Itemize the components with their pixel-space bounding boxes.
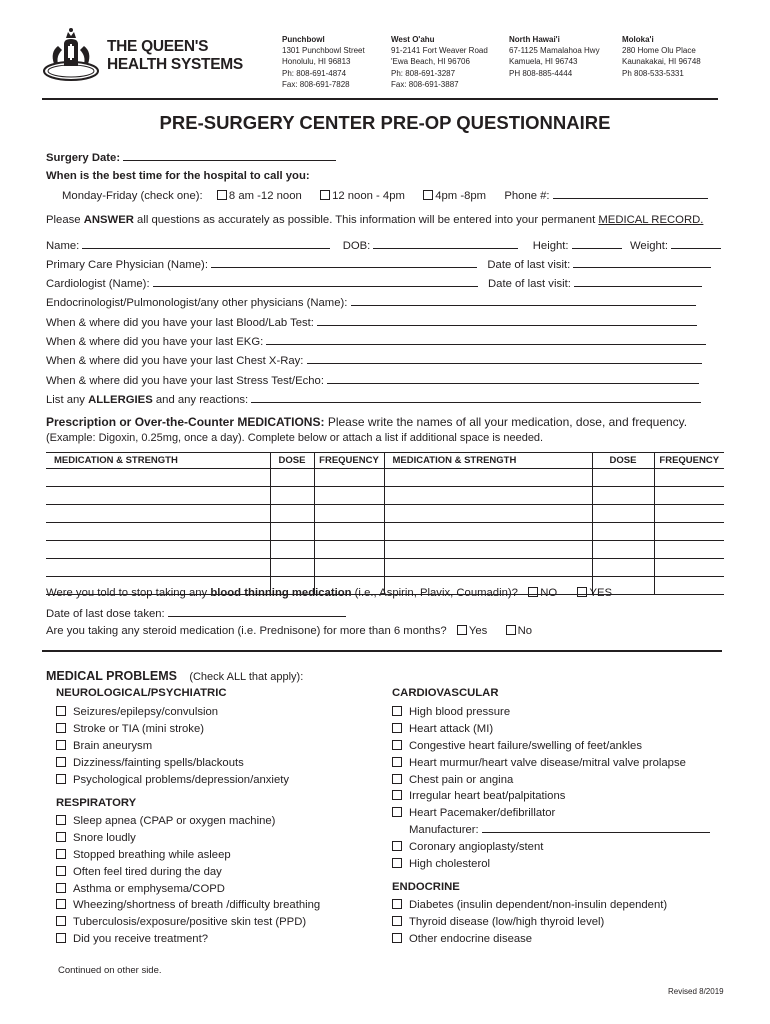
location-line: Kaunakakai, HI 96748 <box>622 57 701 67</box>
allergies-post: and any reactions: <box>155 394 249 406</box>
checkbox[interactable] <box>56 883 66 893</box>
xray-row <box>46 353 702 367</box>
option-label: 8 am -12 noon <box>228 190 302 202</box>
pcp-field[interactable] <box>211 257 477 268</box>
location-line: 91-2141 Fort Weaver Road <box>391 46 488 56</box>
surgery-date-row <box>46 150 336 164</box>
pcp-visit-field[interactable] <box>573 257 711 268</box>
checkbox[interactable] <box>392 841 402 851</box>
logo <box>40 26 255 84</box>
yes-label: YES <box>589 587 613 599</box>
table-cell[interactable] <box>270 487 314 505</box>
checkbox-blood-thinner-yes[interactable] <box>577 587 587 597</box>
endocrine-title: ENDOCRINE <box>392 881 460 893</box>
phone-field[interactable] <box>553 188 708 199</box>
location-line: Ph: 808-691-4874 <box>282 68 347 78</box>
allergies-pre: List any <box>46 394 85 406</box>
blood-thinner-row <box>46 587 612 599</box>
item-label: High cholesterol <box>409 858 491 871</box>
table-cell[interactable] <box>46 559 270 577</box>
checkbox[interactable] <box>56 849 66 859</box>
checkbox[interactable] <box>392 706 402 716</box>
table-cell[interactable] <box>592 505 654 523</box>
item-label: Heart attack (MI) <box>409 722 494 735</box>
cardiologist-row <box>46 276 702 290</box>
phone-label: Phone #: <box>504 190 550 202</box>
table-cell[interactable] <box>384 523 592 541</box>
table-cell[interactable] <box>654 541 724 559</box>
item-label: Did you receive treatment? <box>73 933 209 946</box>
table-cell[interactable] <box>384 541 592 559</box>
option-label: 4pm -8pm <box>435 190 487 202</box>
checkbox[interactable] <box>56 740 66 750</box>
cardiologist-label: Cardiologist (Name): <box>46 278 150 290</box>
item-label: Thyroid disease (low/high thyroid level) <box>409 915 605 928</box>
table-row <box>46 487 724 505</box>
pcp-label: Primary Care Physician (Name): <box>46 259 208 271</box>
checkbox[interactable] <box>392 858 402 868</box>
list-item <box>56 721 289 738</box>
height-field[interactable] <box>572 238 622 249</box>
table-cell[interactable] <box>314 559 384 577</box>
table-cell[interactable] <box>46 541 270 559</box>
table-cell[interactable] <box>314 469 384 487</box>
list-item <box>56 931 320 948</box>
steroid-question: Are you taking any steroid medication (i.e. Prednisone) for more than 6 months? <box>46 625 447 637</box>
height-label: Height: <box>532 240 569 252</box>
location-name: Moloka'i <box>622 35 654 44</box>
checkbox[interactable] <box>392 807 402 817</box>
instruction <box>46 214 703 226</box>
weight-label: Weight: <box>629 240 669 252</box>
item-label: Dizziness/fainting spells/blackouts <box>73 756 244 769</box>
last-dose-field[interactable] <box>168 606 346 617</box>
item-label: Heart Pacemaker/defibrillator <box>409 807 556 820</box>
table-cell[interactable] <box>592 469 654 487</box>
location-west-oahu <box>391 34 488 90</box>
list-item <box>392 738 710 755</box>
location-punchbowl <box>282 34 365 90</box>
table-row <box>46 469 724 487</box>
checkbox[interactable] <box>56 774 66 784</box>
checkbox-blood-thinner-no[interactable] <box>528 587 538 597</box>
manufacturer-label: Manufacturer: <box>409 824 479 837</box>
location-line: Honolulu, HI 96813 <box>282 57 351 67</box>
list-item <box>56 755 289 772</box>
yes-label: Yes <box>468 625 488 637</box>
respiratory-title: RESPIRATORY <box>56 797 137 809</box>
list-item <box>392 788 710 805</box>
endo-field[interactable] <box>351 295 696 306</box>
name-label: Name: <box>46 240 80 252</box>
table-cell[interactable] <box>314 523 384 541</box>
table-cell[interactable] <box>270 523 314 541</box>
stress-row <box>46 373 699 387</box>
list-item <box>56 772 289 789</box>
cardio-visit-label: Date of last visit: <box>488 278 571 290</box>
list-item <box>56 881 320 898</box>
endocrine-section <box>392 881 667 948</box>
logo-line-1: THE QUEEN'S <box>107 38 209 55</box>
blood-thinner-bold: blood thinning medication <box>210 587 352 599</box>
name-field[interactable] <box>82 238 330 249</box>
xray-field[interactable] <box>307 353 702 364</box>
item-label: Psychological problems/depression/anxiety <box>73 773 290 786</box>
table-row <box>46 505 724 523</box>
list-item <box>56 813 320 830</box>
table-cell[interactable] <box>384 469 592 487</box>
checkbox[interactable] <box>56 916 66 926</box>
stress-label: When & where did you have your last Stress Test/Echo: <box>46 375 324 387</box>
checkbox[interactable] <box>392 899 402 909</box>
table-cell[interactable] <box>46 487 270 505</box>
checkbox-steroid-no[interactable] <box>506 625 516 635</box>
pcp-visit-label: Date of last visit: <box>487 259 571 271</box>
item-label: Diabetes (insulin dependent/non-insulin dependent) <box>409 899 668 911</box>
allergies-row <box>46 392 701 406</box>
checkbox[interactable] <box>56 933 66 943</box>
table-cell[interactable] <box>270 541 314 559</box>
logo-line-2: HEALTH SYSTEMS <box>107 56 243 73</box>
blood-thinner-post: (i.e., Aspirin, Plavix, Coumadin)? <box>354 587 518 599</box>
ekg-field[interactable] <box>266 334 706 345</box>
table-cell[interactable] <box>384 559 592 577</box>
medications-heading-bold: Prescription or Over-the-Counter MEDICATIONS: <box>46 415 325 429</box>
no-label: No <box>517 625 533 637</box>
table-cell[interactable] <box>384 505 592 523</box>
table-cell[interactable] <box>592 523 654 541</box>
checkbox[interactable] <box>56 832 66 842</box>
table-cell[interactable] <box>592 541 654 559</box>
call-time-heading: When is the best time for the hospital to call you: <box>46 170 310 182</box>
location-line: 67-1125 Mamalahoa Hwy <box>509 46 600 56</box>
header-divider <box>42 98 718 100</box>
pcp-row <box>46 257 711 271</box>
ekg-label: When & where did you have your last EKG: <box>46 336 264 348</box>
location-line: Ph: 808-691-3287 <box>391 68 456 78</box>
call-time-row <box>62 188 708 202</box>
instruction-pre: Please <box>46 214 81 226</box>
cardio-visit-field[interactable] <box>574 276 702 287</box>
table-row <box>46 523 724 541</box>
list-item <box>56 738 289 755</box>
checkbox[interactable] <box>56 866 66 876</box>
list-item <box>392 931 667 948</box>
item-label: Chest pain or angina <box>409 773 514 786</box>
name-row <box>46 238 721 252</box>
item-label: Brain aneurysm <box>73 739 153 752</box>
location-line: Ph 808-533-5331 <box>622 68 684 78</box>
allergies-field[interactable] <box>251 392 701 403</box>
item-label: Tuberculosis/exposure/positive skin test (PPD) <box>73 916 307 929</box>
cardiovascular-title: CARDIOVASCULAR <box>392 687 499 699</box>
xray-label: When & where did you have your last Chest X-Ray: <box>46 355 304 367</box>
medications-heading <box>46 415 687 429</box>
location-name: Punchbowl <box>282 35 325 44</box>
item-label: Wheezing/shortness of breath /difficulty breathing <box>73 899 321 912</box>
list-item <box>56 897 320 914</box>
location-name: North Hawai'i <box>509 35 560 44</box>
checkbox[interactable] <box>56 899 66 909</box>
surgery-date-label: Surgery Date: <box>46 152 121 164</box>
revised-date: Revised 8/2019 <box>668 987 724 996</box>
instruction-underlined: MEDICAL RECORD. <box>598 214 704 226</box>
dob-label: DOB: <box>342 240 371 252</box>
item-label: Sleep apnea (CPAP or oxygen machine) <box>73 815 276 827</box>
list-item <box>56 864 320 881</box>
list-item <box>392 805 710 822</box>
item-label: Asthma or emphysema/COPD <box>73 882 225 895</box>
list-item <box>56 914 320 931</box>
manufacturer-field[interactable] <box>482 822 710 833</box>
checkbox[interactable] <box>56 815 66 825</box>
table-row <box>46 541 724 559</box>
surgery-date-field[interactable] <box>123 150 336 161</box>
instruction-bold: ANSWER <box>83 214 134 226</box>
checkbox[interactable] <box>392 790 402 800</box>
ekg-row <box>46 334 706 348</box>
checkbox-4pm-8pm[interactable] <box>423 190 433 200</box>
location-line: 'Ewa Beach, HI 96706 <box>391 57 470 67</box>
no-label: NO <box>540 587 558 599</box>
table-cell[interactable] <box>314 505 384 523</box>
option-label: 12 noon - 4pm <box>332 190 405 202</box>
table-cell[interactable] <box>654 559 724 577</box>
weight-field[interactable] <box>671 238 721 249</box>
list-item <box>56 830 320 847</box>
list-item <box>392 772 710 789</box>
location-molokai <box>622 34 701 79</box>
respiratory-section <box>56 797 320 948</box>
table-row <box>46 559 724 577</box>
checkbox[interactable] <box>392 933 402 943</box>
item-label: Snore loudly <box>73 831 136 844</box>
table-cell[interactable] <box>654 469 724 487</box>
instruction-mid: all questions as accurately as possible. This information will be entered into your permanent <box>137 214 596 226</box>
checkbox[interactable] <box>56 757 66 767</box>
item-label: Often feel tired during the day <box>73 865 222 878</box>
item-label: Stroke or TIA (mini stroke) <box>73 722 204 735</box>
medical-problems-title: MEDICAL PROBLEMS <box>46 669 178 683</box>
endo-row <box>46 295 696 309</box>
call-time-prefix: Monday-Friday (check one): <box>62 190 203 202</box>
column-header: FREQUENCY <box>654 453 724 469</box>
medications-heading-rest: Please write the names of all your medication, dose, and frequency. <box>327 415 688 429</box>
column-header: MEDICATION & STRENGTH <box>384 453 592 469</box>
neuro-title: NEUROLOGICAL/PSYCHIATRIC <box>56 687 227 699</box>
crest-icon <box>40 26 102 84</box>
location-line: Fax: 808-691-3887 <box>391 79 459 89</box>
table-cell[interactable] <box>654 577 724 595</box>
checkbox-steroid-yes[interactable] <box>457 625 467 635</box>
item-label: Seizures/epilepsy/convulsion <box>73 706 219 718</box>
list-item <box>392 721 710 738</box>
last-dose-row <box>46 606 346 620</box>
checkbox[interactable] <box>56 723 66 733</box>
checkbox[interactable] <box>392 774 402 784</box>
table-cell[interactable] <box>384 487 592 505</box>
endo-label: Endocrinologist/Pulmonologist/any other physicians (Name): <box>46 297 348 309</box>
blood-thinner-pre: Were you told to stop taking any <box>46 587 208 599</box>
continued-note: Continued on other side. <box>58 965 162 976</box>
table-cell[interactable] <box>46 523 270 541</box>
item-label: High blood pressure <box>409 706 511 718</box>
blood-field[interactable] <box>317 315 697 326</box>
location-line: Fax: 808-691-7828 <box>282 79 350 89</box>
table-cell[interactable] <box>654 523 724 541</box>
last-dose-label: Date of last dose taken: <box>46 608 165 620</box>
checkbox-12noon-4pm[interactable] <box>320 190 330 200</box>
stress-field[interactable] <box>327 373 699 384</box>
table-cell[interactable] <box>654 487 724 505</box>
list-item <box>392 914 667 931</box>
cardiovascular-section <box>392 687 710 873</box>
checkbox-8am-12noon[interactable] <box>217 190 227 200</box>
allergies-bold: ALLERGIES <box>88 394 153 406</box>
medications-table <box>46 452 724 595</box>
location-line: 1301 Punchbowl Street <box>282 46 365 56</box>
list-item <box>392 897 667 914</box>
list-item <box>56 704 289 721</box>
item-label: Coronary angioplasty/stent <box>409 841 544 854</box>
medications-grid <box>46 453 724 595</box>
table-cell[interactable] <box>270 559 314 577</box>
dob-field[interactable] <box>373 238 518 249</box>
table-cell[interactable] <box>314 541 384 559</box>
list-item <box>392 704 710 721</box>
table-cell[interactable] <box>314 487 384 505</box>
table-cell[interactable] <box>654 505 724 523</box>
table-header-row <box>46 453 724 469</box>
cardiologist-field[interactable] <box>153 276 478 287</box>
location-name: West O'ahu <box>391 35 435 44</box>
checkbox[interactable] <box>392 740 402 750</box>
neuro-section <box>56 687 289 788</box>
table-cell[interactable] <box>592 559 654 577</box>
location-line: PH 808-885-4444 <box>509 68 573 78</box>
column-header: MEDICATION & STRENGTH <box>46 453 270 469</box>
medications-example: (Example: Digoxin, 0.25mg, once a day). Complete below or attach a list if additional space is needed. <box>46 432 544 444</box>
list-item <box>56 847 320 864</box>
table-cell[interactable] <box>46 469 270 487</box>
medical-problems-sub: (Check ALL that apply): <box>189 671 304 683</box>
blood-row <box>46 315 697 329</box>
item-label: Irregular heart beat/palpitations <box>409 790 566 803</box>
table-cell[interactable] <box>592 487 654 505</box>
item-label: Stopped breathing while asleep <box>73 848 231 861</box>
location-line: Kamuela, HI 96743 <box>509 57 578 67</box>
location-line: 280 Home Olu Place <box>622 46 696 56</box>
checkbox[interactable] <box>392 916 402 926</box>
list-item <box>392 839 710 856</box>
item-label: Heart murmur/heart valve disease/mitral valve prolapse <box>409 756 686 769</box>
medical-problems-heading <box>46 669 303 683</box>
page-title: PRE-SURGERY CENTER PRE-OP QUESTIONNAIRE <box>159 112 611 133</box>
column-header: FREQUENCY <box>314 453 384 469</box>
manufacturer-row <box>392 822 710 839</box>
blood-label: When & where did you have your last Blood/Lab Test: <box>46 317 314 329</box>
location-north-hawaii <box>509 34 600 79</box>
table-cell[interactable] <box>270 469 314 487</box>
list-item <box>392 856 710 873</box>
table-cell[interactable] <box>46 505 270 523</box>
column-header: DOSE <box>592 453 654 469</box>
checkbox[interactable] <box>392 757 402 767</box>
item-label: Other endocrine disease <box>409 932 533 945</box>
item-label: Congestive heart failure/swelling of feet/ankles <box>409 739 642 752</box>
table-cell[interactable] <box>270 505 314 523</box>
list-item <box>392 755 710 772</box>
checkbox[interactable] <box>56 706 66 716</box>
section-divider <box>42 650 722 652</box>
steroid-row <box>46 625 532 637</box>
checkbox[interactable] <box>392 723 402 733</box>
column-header: DOSE <box>270 453 314 469</box>
